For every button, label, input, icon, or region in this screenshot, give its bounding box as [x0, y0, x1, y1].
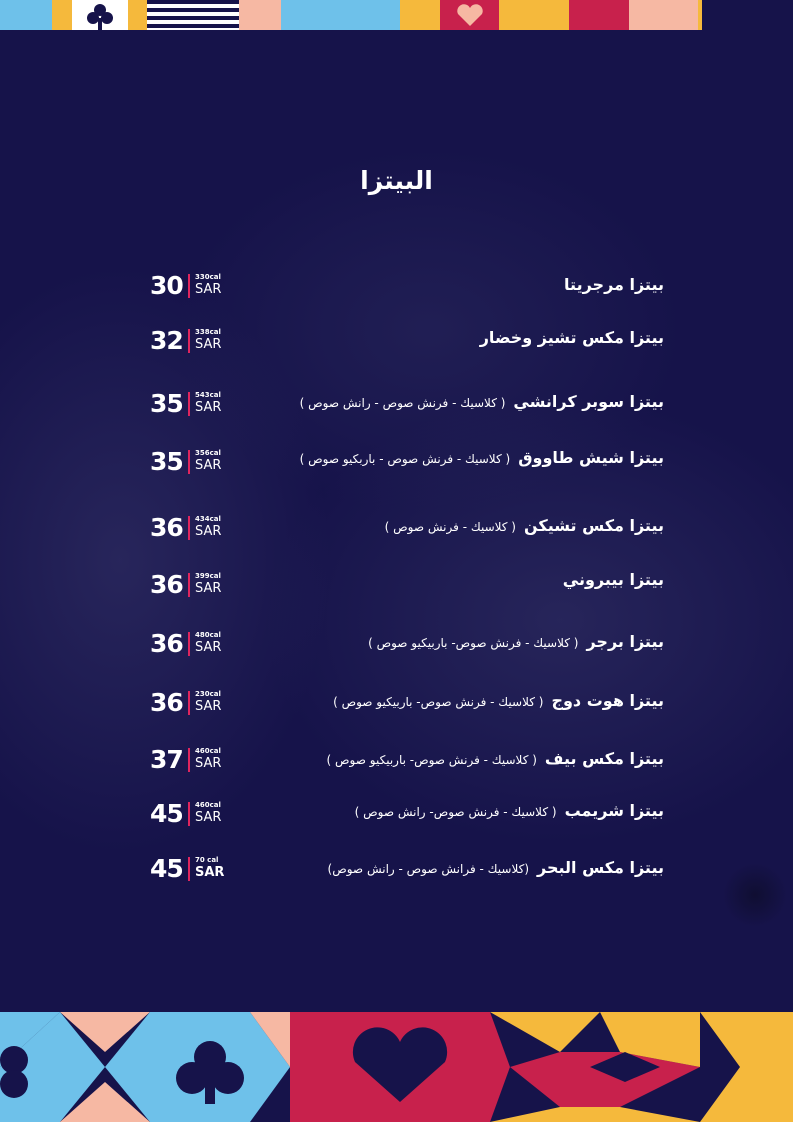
- menu-item-name: بيتزا هوت دوج( كلاسيك - فرنش صوص- باربيكيو صوص ): [333, 691, 664, 710]
- pattern-tile: [400, 0, 440, 30]
- pattern-tile: [698, 0, 793, 30]
- pattern-tile: [239, 0, 281, 30]
- menu-item-name: بيتزا مكس تشيز وخضار: [479, 328, 664, 347]
- top-pattern-strip: [0, 0, 793, 30]
- menu-item-price: 35 543cal SAR: [150, 389, 222, 418]
- pattern-tile: [281, 0, 400, 30]
- menu-item-name: بيتزا مكس بيف( كلاسيك - فرنش صوص- باربيكيو صوص ): [326, 749, 664, 768]
- heart-icon: [440, 0, 500, 30]
- menu-item-name: بيتزا شريمب( كلاسيك - فرنش صوص- رانش صوص ): [354, 801, 664, 820]
- club-icon: [52, 0, 148, 30]
- menu-item-price: 37 460cal SAR: [150, 745, 222, 774]
- pattern-tile: [0, 0, 52, 30]
- menu-item-name: بيتزا مكس البحر(كلاسيك - فرانش صوص - رانش صوص): [327, 858, 664, 877]
- menu-item-name: بيتزا برجر( كلاسيك - فرنش صوص- باربيكيو صوص ): [368, 632, 664, 651]
- menu-item-name: بيتزا مرجريتا: [564, 275, 664, 294]
- menu-item-price: 35 356cal SAR: [150, 447, 222, 476]
- menu-item-price: 36 399cal SAR: [150, 570, 222, 599]
- page-title: البيتزا: [360, 166, 433, 195]
- menu-item-price: 36 434cal SAR: [150, 513, 222, 542]
- menu-item-name: بيتزا سوبر كرانشي( كلاسيك - فرنش صوص - رانش صوص ): [299, 392, 664, 411]
- menu-item-name: بيتزا مكس تشيكن( كلاسيك - فرنش صوص ): [384, 516, 664, 535]
- menu-item-price: 45 70 cal SAR: [150, 854, 225, 883]
- bottom-pattern-band: [0, 1012, 793, 1122]
- pattern-tile: [629, 0, 699, 30]
- menu-item-price: 30 330cal SAR: [150, 271, 222, 300]
- menu-item-name: بيتزا بيبروني: [562, 570, 664, 589]
- menu-item-name: بيتزا شيش طاووق( كلاسيك - فرنش صوص - باربكيو صوص ): [299, 448, 664, 467]
- pattern-tile: [499, 0, 569, 30]
- menu-item-price: 45 460cal SAR: [150, 799, 222, 828]
- menu-item-price: 36 480cal SAR: [150, 629, 222, 658]
- menu-item-price: 36 230cal SAR: [150, 688, 222, 717]
- stripe-tile: [147, 0, 239, 30]
- pattern-tile: [569, 0, 629, 30]
- menu-item-price: 32 338cal SAR: [150, 326, 222, 355]
